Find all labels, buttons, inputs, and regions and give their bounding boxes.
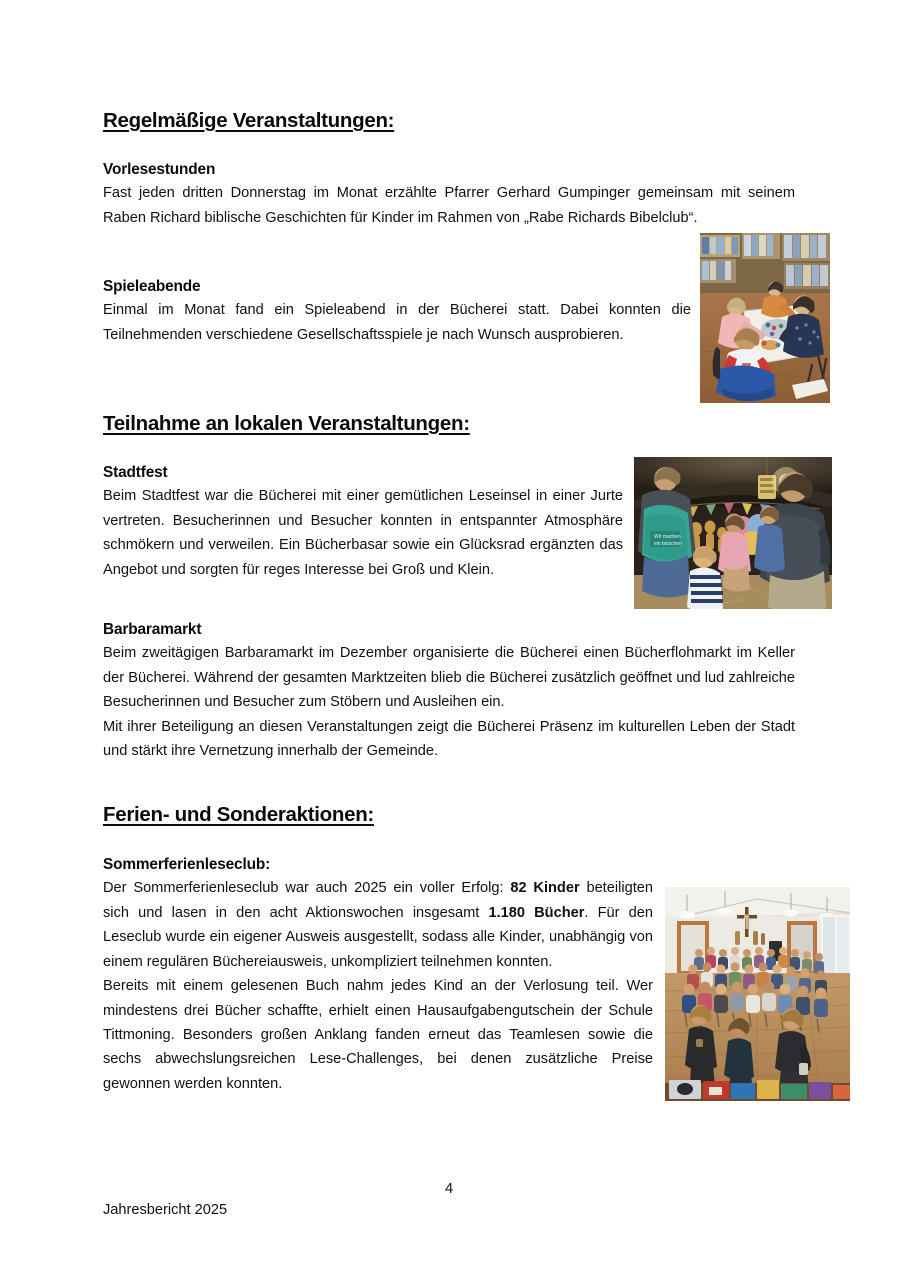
leseclub-photo-graphic	[665, 887, 850, 1101]
paragraph-spieleabende: Einmal im Monat fand ein Spieleabend in der Bücherei statt. Dabei konnten die Teilnehmenden verschiedene Gesellschaftsspiele je nach Wunsch ausprobieren.	[103, 302, 691, 343]
stadtfest-photo	[634, 457, 832, 609]
paragraph-vorlesestunden: Fast jeden dritten Donnerstag im Monat erzählte Pfarrer Gerhard Gumpinger gemeinsam mit seinem Raben Richard biblische Geschichten für Kinder im Rahmen von „Rabe Richards Bibelclub“.	[103, 185, 795, 226]
paragraph-sommerferienleseclub-part2: Bereits mit einem gelesenen Buch nahm jedes Kind an der Verlosung teil. Wer mindestens drei Bücher schaffte, erhielt einen Hausaufgabengutschein der Schule Tittmoning. Besonders großen Anklang fanden erneut das Teamlesen sowie die sechs abwechslungsreichen Lese-Challenges, bei denen zusätzliche Preise gewonnen werden konnten.	[103, 978, 653, 1092]
page-number: 4	[444, 1181, 454, 1197]
section-heading-regelmaessige-veranstaltungen	[103, 109, 394, 133]
text-run-a: Der Sommerferienleseclub war auch 2025 ein voller Erfolg:	[103, 880, 511, 897]
subsection-stadtfest	[103, 464, 623, 582]
section-heading-text: Regelmäßige Veranstaltungen:	[103, 109, 395, 132]
spieleabende-photo	[700, 233, 830, 403]
section-heading-text: Ferien- und Sonderaktionen:	[103, 803, 374, 826]
stadtfest-photo-graphic	[634, 457, 832, 609]
subheading-vorlesestunden: Vorlesestunden	[103, 161, 216, 178]
subheading-barbaramarkt: Barbaramarkt	[103, 621, 202, 638]
subsection-barbaramarkt	[103, 621, 795, 764]
svg-text:ein bisschen: ein bisschen	[654, 541, 682, 547]
subheading-sommerferienleseclub: Sommerferienleseclub:	[103, 856, 271, 873]
highlight-82-kinder: 82 Kinder	[510, 880, 580, 897]
subheading-spieleabende: Spieleabende	[103, 278, 201, 295]
section-heading-ferien-und-sonderaktionen	[103, 803, 374, 827]
svg-text:Wir machen: Wir machen	[654, 534, 681, 540]
subsection-vorlesestunden	[103, 161, 795, 230]
paragraph-barbaramarkt-part1: Beim zweitägigen Barbaramarkt im Dezember organisierte die Bücherei einen Bücherflohmarkt im Keller der Bücherei. Während der gesamten Marktzeiten blieb die Bücherei zusätzlich geöffnet und lud zahlreiche Besucherinnen und Besucher zum Stöbern und Ausleihen ein.	[103, 645, 795, 711]
paragraph-barbaramarkt-part2: Mit ihrer Beteiligung an diesen Veranstaltungen zeigt die Bücherei Präsenz im kulturellen Leben der Stadt und stärkt ihre Vernetzung innerhalb der Gemeinde.	[103, 718, 795, 760]
text-run-b: beteiligten sich und lasen in den acht Aktionswochen insgesamt	[103, 880, 653, 921]
text-run-c: . Für den Leseclub wurde ein eigener Ausweis ausgestellt, sodass alle Kinder, unabhängig von einem regulären Büchereiausweis, unkompliziert teilnehmen konnten.	[103, 904, 653, 970]
subsection-sommerferienleseclub	[103, 856, 653, 1096]
leseclub-photo	[665, 887, 850, 1101]
subheading-stadtfest: Stadtfest	[103, 464, 168, 481]
subsection-spieleabende	[103, 278, 691, 347]
highlight-1180-buecher: 1.180 Bücher	[488, 904, 585, 921]
section-heading-teilnahme-an-lokalen-veranstaltungen	[103, 412, 470, 436]
paragraph-sommerferienleseclub-part1	[103, 876, 653, 974]
paragraph-stadtfest: Beim Stadtfest war die Bücherei mit einer gemütlichen Leseinsel in einer Jurte vertreten. Besucherinnen und Besucher konnten in entspannter Atmosphäre schmökern und verweilen. Ein Bücherbasar sowie ein Glücksrad ergänzten das Angebot und sorgten für reges Interesse bei Groß und Klein.	[103, 488, 623, 578]
section-heading-text: Teilnahme an lokalen Veranstaltungen:	[103, 412, 470, 435]
spieleabende-photo-graphic	[700, 233, 830, 403]
footer-report-title: Jahresbericht 2025	[103, 1202, 228, 1218]
